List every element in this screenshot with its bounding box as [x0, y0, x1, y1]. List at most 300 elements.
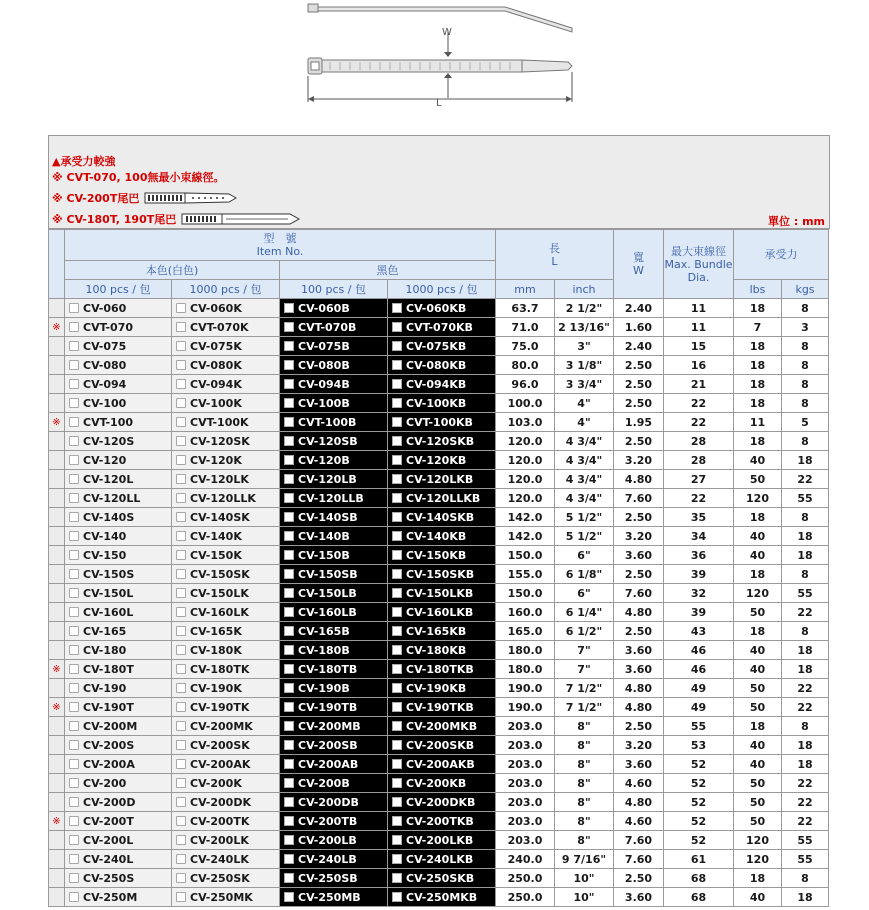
item-black-100[interactable] — [280, 489, 388, 508]
item-white-1000[interactable] — [172, 565, 280, 584]
select-checkbox[interactable] — [392, 778, 402, 788]
item-white-1000-text: CV-190TK — [190, 700, 250, 714]
select-checkbox[interactable] — [392, 759, 402, 769]
item-white-1000[interactable] — [172, 451, 280, 470]
item-black-1000[interactable] — [388, 850, 496, 869]
select-checkbox[interactable] — [284, 550, 294, 560]
select-checkbox[interactable] — [392, 493, 402, 503]
item-black-1000[interactable] — [388, 375, 496, 394]
item-black-1000-text: CV-240LKB — [406, 852, 474, 866]
select-checkbox[interactable] — [176, 664, 186, 674]
item-white-100[interactable] — [65, 584, 172, 603]
width-mm — [614, 527, 664, 546]
item-white-100[interactable] — [65, 603, 172, 622]
select-checkbox[interactable] — [176, 683, 186, 693]
item-white-1000[interactable] — [172, 793, 280, 812]
item-white-100[interactable] — [65, 299, 172, 318]
item-black-100[interactable] — [280, 660, 388, 679]
item-black-100[interactable] — [280, 869, 388, 888]
width-mm — [614, 603, 664, 622]
select-checkbox[interactable] — [176, 455, 186, 465]
select-checkbox[interactable] — [176, 303, 186, 313]
tensile-kgs-text: 8 — [801, 719, 809, 733]
item-black-100[interactable] — [280, 850, 388, 869]
max-bundle-dia-text: 39 — [690, 605, 707, 619]
select-checkbox[interactable] — [284, 759, 294, 769]
item-white-100[interactable] — [65, 717, 172, 736]
item-white-100[interactable] — [65, 318, 172, 337]
select-checkbox[interactable] — [392, 588, 402, 598]
select-checkbox[interactable] — [176, 721, 186, 731]
select-checkbox[interactable] — [69, 341, 79, 351]
select-checkbox[interactable] — [176, 873, 186, 883]
select-checkbox[interactable] — [176, 436, 186, 446]
item-black-1000[interactable] — [388, 584, 496, 603]
item-black-100[interactable] — [280, 584, 388, 603]
item-black-1000[interactable] — [388, 660, 496, 679]
select-checkbox[interactable] — [392, 645, 402, 655]
item-white-1000[interactable] — [172, 546, 280, 565]
select-checkbox[interactable] — [69, 550, 79, 560]
select-checkbox[interactable] — [69, 759, 79, 769]
item-white-1000[interactable] — [172, 831, 280, 850]
select-checkbox[interactable] — [176, 341, 186, 351]
select-checkbox[interactable] — [392, 816, 402, 826]
tensile-lbs — [734, 736, 782, 755]
item-black-1000-text: CV-200AKB — [406, 757, 475, 771]
length-inch — [555, 755, 614, 774]
item-white-100[interactable] — [65, 850, 172, 869]
select-checkbox[interactable] — [176, 512, 186, 522]
item-white-100[interactable] — [65, 394, 172, 413]
select-checkbox[interactable] — [392, 474, 402, 484]
item-black-100[interactable] — [280, 736, 388, 755]
select-checkbox[interactable] — [284, 436, 294, 446]
item-black-1000-text: CV-080KB — [406, 358, 467, 372]
item-black-1000[interactable] — [388, 679, 496, 698]
width-mm-text: 4.60 — [624, 814, 653, 828]
select-checkbox[interactable] — [69, 873, 79, 883]
select-checkbox[interactable] — [176, 607, 186, 617]
select-checkbox[interactable] — [392, 531, 402, 541]
item-white-1000[interactable] — [172, 698, 280, 717]
item-white-1000[interactable] — [172, 318, 280, 337]
item-black-100-text: CV-094B — [298, 377, 350, 391]
select-checkbox[interactable] — [284, 740, 294, 750]
item-white-100[interactable] — [65, 413, 172, 432]
item-black-100[interactable] — [280, 888, 388, 907]
select-checkbox[interactable] — [69, 588, 79, 598]
length-mm-text: 71.0 — [511, 320, 539, 334]
item-white-100[interactable] — [65, 641, 172, 660]
tensile-lbs-text: 120 — [746, 852, 769, 866]
select-checkbox[interactable] — [392, 740, 402, 750]
tensile-lbs — [734, 717, 782, 736]
tensile-kgs — [782, 394, 829, 413]
tensile-lbs-text: 50 — [749, 681, 766, 695]
item-white-100[interactable] — [65, 831, 172, 850]
item-white-1000[interactable] — [172, 717, 280, 736]
tensile-kgs — [782, 603, 829, 622]
select-checkbox[interactable] — [284, 797, 294, 807]
item-white-100[interactable] — [65, 470, 172, 489]
item-black-1000[interactable] — [388, 394, 496, 413]
item-white-1000[interactable] — [172, 394, 280, 413]
select-checkbox[interactable] — [284, 360, 294, 370]
item-black-1000[interactable] — [388, 793, 496, 812]
item-black-100[interactable] — [280, 641, 388, 660]
select-checkbox[interactable] — [392, 303, 402, 313]
item-white-100[interactable] — [65, 337, 172, 356]
select-checkbox[interactable] — [69, 740, 79, 750]
item-white-100-text: CV-190T — [83, 700, 134, 714]
select-checkbox[interactable] — [69, 493, 79, 503]
select-checkbox[interactable] — [69, 379, 79, 389]
item-white-1000[interactable] — [172, 356, 280, 375]
select-checkbox[interactable] — [176, 493, 186, 503]
select-checkbox[interactable] — [392, 379, 402, 389]
select-checkbox[interactable] — [69, 474, 79, 484]
item-black-100[interactable] — [280, 603, 388, 622]
item-black-1000[interactable] — [388, 489, 496, 508]
item-white-1000[interactable] — [172, 774, 280, 793]
select-checkbox[interactable] — [284, 322, 294, 332]
item-white-100[interactable] — [65, 527, 172, 546]
select-checkbox[interactable] — [284, 721, 294, 731]
item-black-1000[interactable] — [388, 622, 496, 641]
item-white-1000[interactable] — [172, 375, 280, 394]
select-checkbox[interactable] — [69, 303, 79, 313]
item-white-100[interactable] — [65, 888, 172, 907]
item-black-1000[interactable] — [388, 432, 496, 451]
item-black-100[interactable] — [280, 356, 388, 375]
item-white-1000[interactable] — [172, 527, 280, 546]
item-black-100[interactable] — [280, 679, 388, 698]
length-inch-text: 4 3/4" — [565, 453, 603, 467]
select-checkbox[interactable] — [284, 417, 294, 427]
item-black-1000[interactable] — [388, 812, 496, 831]
item-white-1000[interactable] — [172, 603, 280, 622]
item-black-100[interactable] — [280, 717, 388, 736]
select-checkbox[interactable] — [284, 588, 294, 598]
select-checkbox[interactable] — [176, 417, 186, 427]
select-checkbox[interactable] — [392, 607, 402, 617]
select-checkbox[interactable] — [392, 854, 402, 864]
select-checkbox[interactable] — [284, 702, 294, 712]
item-white-1000[interactable] — [172, 508, 280, 527]
item-white-100[interactable] — [65, 793, 172, 812]
item-black-1000[interactable] — [388, 451, 496, 470]
item-black-1000[interactable] — [388, 698, 496, 717]
tensile-kgs-text: 55 — [797, 491, 813, 505]
select-checkbox[interactable] — [284, 683, 294, 693]
item-black-1000[interactable] — [388, 337, 496, 356]
select-checkbox[interactable] — [392, 360, 402, 370]
select-checkbox[interactable] — [392, 797, 402, 807]
item-white-1000[interactable] — [172, 736, 280, 755]
item-black-1000[interactable] — [388, 546, 496, 565]
item-white-1000[interactable] — [172, 679, 280, 698]
item-white-1000[interactable] — [172, 869, 280, 888]
tensile-lbs-text: 18 — [749, 358, 766, 372]
item-white-100[interactable] — [65, 660, 172, 679]
select-checkbox[interactable] — [176, 759, 186, 769]
select-checkbox[interactable] — [176, 702, 186, 712]
item-black-1000[interactable] — [388, 527, 496, 546]
item-white-100[interactable] — [65, 755, 172, 774]
select-checkbox[interactable] — [176, 588, 186, 598]
item-black-100[interactable] — [280, 831, 388, 850]
item-black-1000[interactable] — [388, 565, 496, 584]
item-black-1000[interactable] — [388, 413, 496, 432]
item-black-100[interactable] — [280, 527, 388, 546]
select-checkbox[interactable] — [176, 645, 186, 655]
select-checkbox[interactable] — [284, 835, 294, 845]
select-checkbox[interactable] — [284, 645, 294, 655]
select-checkbox[interactable] — [284, 398, 294, 408]
select-checkbox[interactable] — [392, 702, 402, 712]
select-checkbox[interactable] — [69, 702, 79, 712]
item-white-1000[interactable] — [172, 584, 280, 603]
max-bundle-dia — [664, 736, 734, 755]
select-checkbox[interactable] — [176, 626, 186, 636]
item-white-100[interactable] — [65, 679, 172, 698]
item-white-1000[interactable] — [172, 888, 280, 907]
max-bundle-dia-text: 43 — [690, 624, 707, 638]
table-row — [49, 869, 829, 888]
item-black-1000-text: CV-180KB — [406, 643, 467, 657]
select-checkbox[interactable] — [284, 493, 294, 503]
item-white-1000[interactable] — [172, 850, 280, 869]
item-white-100[interactable] — [65, 356, 172, 375]
max-bundle-dia — [664, 318, 734, 337]
item-black-100[interactable] — [280, 546, 388, 565]
select-checkbox[interactable] — [284, 303, 294, 313]
select-checkbox[interactable] — [392, 398, 402, 408]
item-white-100[interactable] — [65, 375, 172, 394]
select-checkbox[interactable] — [284, 892, 294, 902]
item-black-100[interactable] — [280, 337, 388, 356]
select-checkbox[interactable] — [176, 550, 186, 560]
item-black-100[interactable] — [280, 318, 388, 337]
item-white-1000[interactable] — [172, 489, 280, 508]
select-checkbox[interactable] — [284, 455, 294, 465]
select-checkbox[interactable] — [69, 322, 79, 332]
select-checkbox[interactable] — [284, 626, 294, 636]
length-mm-text: 100.0 — [507, 396, 543, 410]
item-white-100[interactable] — [65, 812, 172, 831]
select-checkbox[interactable] — [284, 607, 294, 617]
select-checkbox[interactable] — [284, 873, 294, 883]
item-black-100[interactable] — [280, 432, 388, 451]
item-black-1000[interactable] — [388, 888, 496, 907]
item-black-1000[interactable] — [388, 869, 496, 888]
select-checkbox[interactable] — [69, 531, 79, 541]
select-checkbox[interactable] — [69, 797, 79, 807]
item-white-1000[interactable] — [172, 432, 280, 451]
item-white-100[interactable] — [65, 451, 172, 470]
select-checkbox[interactable] — [284, 531, 294, 541]
select-checkbox[interactable] — [176, 854, 186, 864]
item-white-100[interactable] — [65, 736, 172, 755]
select-checkbox[interactable] — [176, 569, 186, 579]
item-white-1000[interactable] — [172, 812, 280, 831]
item-black-1000[interactable] — [388, 318, 496, 337]
select-checkbox[interactable] — [392, 664, 402, 674]
select-checkbox[interactable] — [392, 550, 402, 560]
item-white-100[interactable] — [65, 508, 172, 527]
item-black-100[interactable] — [280, 375, 388, 394]
item-white-100[interactable] — [65, 489, 172, 508]
select-checkbox[interactable] — [69, 683, 79, 693]
select-checkbox[interactable] — [176, 797, 186, 807]
select-checkbox[interactable] — [392, 569, 402, 579]
select-checkbox[interactable] — [392, 417, 402, 427]
select-checkbox[interactable] — [69, 455, 79, 465]
width-mm — [614, 451, 664, 470]
select-checkbox[interactable] — [176, 398, 186, 408]
select-checkbox[interactable] — [392, 892, 402, 902]
item-black-1000[interactable] — [388, 508, 496, 527]
select-checkbox[interactable] — [392, 512, 402, 522]
item-black-100[interactable] — [280, 698, 388, 717]
item-white-1000[interactable] — [172, 755, 280, 774]
item-white-1000[interactable] — [172, 337, 280, 356]
select-checkbox[interactable] — [284, 569, 294, 579]
select-checkbox[interactable] — [176, 892, 186, 902]
select-checkbox[interactable] — [284, 664, 294, 674]
select-checkbox[interactable] — [69, 569, 79, 579]
max-bundle-dia — [664, 584, 734, 603]
item-black-100[interactable] — [280, 793, 388, 812]
item-white-100[interactable] — [65, 698, 172, 717]
select-checkbox[interactable] — [284, 341, 294, 351]
select-checkbox[interactable] — [392, 683, 402, 693]
select-checkbox[interactable] — [69, 778, 79, 788]
item-black-1000[interactable] — [388, 717, 496, 736]
item-black-1000[interactable] — [388, 831, 496, 850]
select-checkbox[interactable] — [284, 778, 294, 788]
select-checkbox[interactable] — [69, 398, 79, 408]
row-mark — [49, 318, 65, 337]
select-checkbox[interactable] — [284, 379, 294, 389]
item-black-1000[interactable] — [388, 470, 496, 489]
item-black-1000[interactable] — [388, 736, 496, 755]
select-checkbox[interactable] — [392, 626, 402, 636]
item-black-100[interactable] — [280, 299, 388, 318]
item-white-100[interactable] — [65, 774, 172, 793]
tensile-lbs — [734, 470, 782, 489]
select-checkbox[interactable] — [284, 512, 294, 522]
length-inch-text: 4 3/4" — [565, 491, 603, 505]
select-checkbox[interactable] — [392, 455, 402, 465]
item-white-1000[interactable] — [172, 299, 280, 318]
item-black-100[interactable] — [280, 565, 388, 584]
select-checkbox[interactable] — [392, 873, 402, 883]
length-inch-text: 5 1/2" — [565, 529, 603, 543]
width-mm — [614, 584, 664, 603]
select-checkbox[interactable] — [69, 721, 79, 731]
select-checkbox[interactable] — [392, 341, 402, 351]
select-checkbox[interactable] — [176, 379, 186, 389]
length-mm — [496, 546, 555, 565]
item-black-100[interactable] — [280, 451, 388, 470]
item-black-100[interactable] — [280, 774, 388, 793]
select-checkbox[interactable] — [69, 835, 79, 845]
select-checkbox[interactable] — [69, 645, 79, 655]
select-checkbox[interactable] — [69, 607, 79, 617]
select-checkbox[interactable] — [176, 531, 186, 541]
item-white-100[interactable] — [65, 546, 172, 565]
item-black-1000[interactable] — [388, 356, 496, 375]
item-black-1000-text: CVT-100KB — [406, 415, 473, 429]
item-white-100[interactable] — [65, 565, 172, 584]
select-checkbox[interactable] — [69, 436, 79, 446]
select-checkbox[interactable] — [176, 360, 186, 370]
select-checkbox[interactable] — [69, 816, 79, 826]
item-black-1000[interactable] — [388, 641, 496, 660]
item-black-1000[interactable] — [388, 774, 496, 793]
item-black-1000[interactable] — [388, 755, 496, 774]
select-checkbox[interactable] — [69, 417, 79, 427]
table-row — [49, 660, 829, 679]
select-checkbox[interactable] — [392, 721, 402, 731]
item-black-100[interactable] — [280, 508, 388, 527]
row-mark — [49, 717, 65, 736]
select-checkbox[interactable] — [392, 322, 402, 332]
tensile-lbs — [734, 356, 782, 375]
item-black-100[interactable] — [280, 394, 388, 413]
select-checkbox[interactable] — [176, 322, 186, 332]
select-checkbox[interactable] — [176, 740, 186, 750]
item-black-1000[interactable] — [388, 299, 496, 318]
select-checkbox[interactable] — [69, 892, 79, 902]
item-white-100[interactable] — [65, 622, 172, 641]
select-checkbox[interactable] — [69, 360, 79, 370]
select-checkbox[interactable] — [284, 816, 294, 826]
item-white-100[interactable] — [65, 432, 172, 451]
select-checkbox[interactable] — [392, 436, 402, 446]
item-white-100-text: CV-150 — [83, 548, 127, 562]
item-white-1000[interactable] — [172, 413, 280, 432]
select-checkbox[interactable] — [176, 474, 186, 484]
item-white-1000[interactable] — [172, 641, 280, 660]
select-checkbox[interactable] — [176, 778, 186, 788]
item-black-1000[interactable] — [388, 603, 496, 622]
max-bundle-dia — [664, 546, 734, 565]
select-checkbox[interactable] — [69, 854, 79, 864]
select-checkbox[interactable] — [69, 664, 79, 674]
select-checkbox[interactable] — [176, 816, 186, 826]
select-checkbox[interactable] — [176, 835, 186, 845]
item-black-100[interactable] — [280, 755, 388, 774]
item-black-100[interactable] — [280, 470, 388, 489]
max-bundle-dia-text: 34 — [690, 529, 707, 543]
item-black-100[interactable] — [280, 812, 388, 831]
select-checkbox[interactable] — [392, 835, 402, 845]
item-white-1000[interactable] — [172, 470, 280, 489]
tensile-lbs-text: 40 — [749, 453, 766, 467]
item-white-100[interactable] — [65, 869, 172, 888]
item-black-100[interactable] — [280, 622, 388, 641]
item-white-1000[interactable] — [172, 622, 280, 641]
select-checkbox[interactable] — [284, 474, 294, 484]
select-checkbox[interactable] — [69, 512, 79, 522]
item-white-1000[interactable] — [172, 660, 280, 679]
item-black-100[interactable] — [280, 413, 388, 432]
select-checkbox[interactable] — [284, 854, 294, 864]
select-checkbox[interactable] — [69, 626, 79, 636]
